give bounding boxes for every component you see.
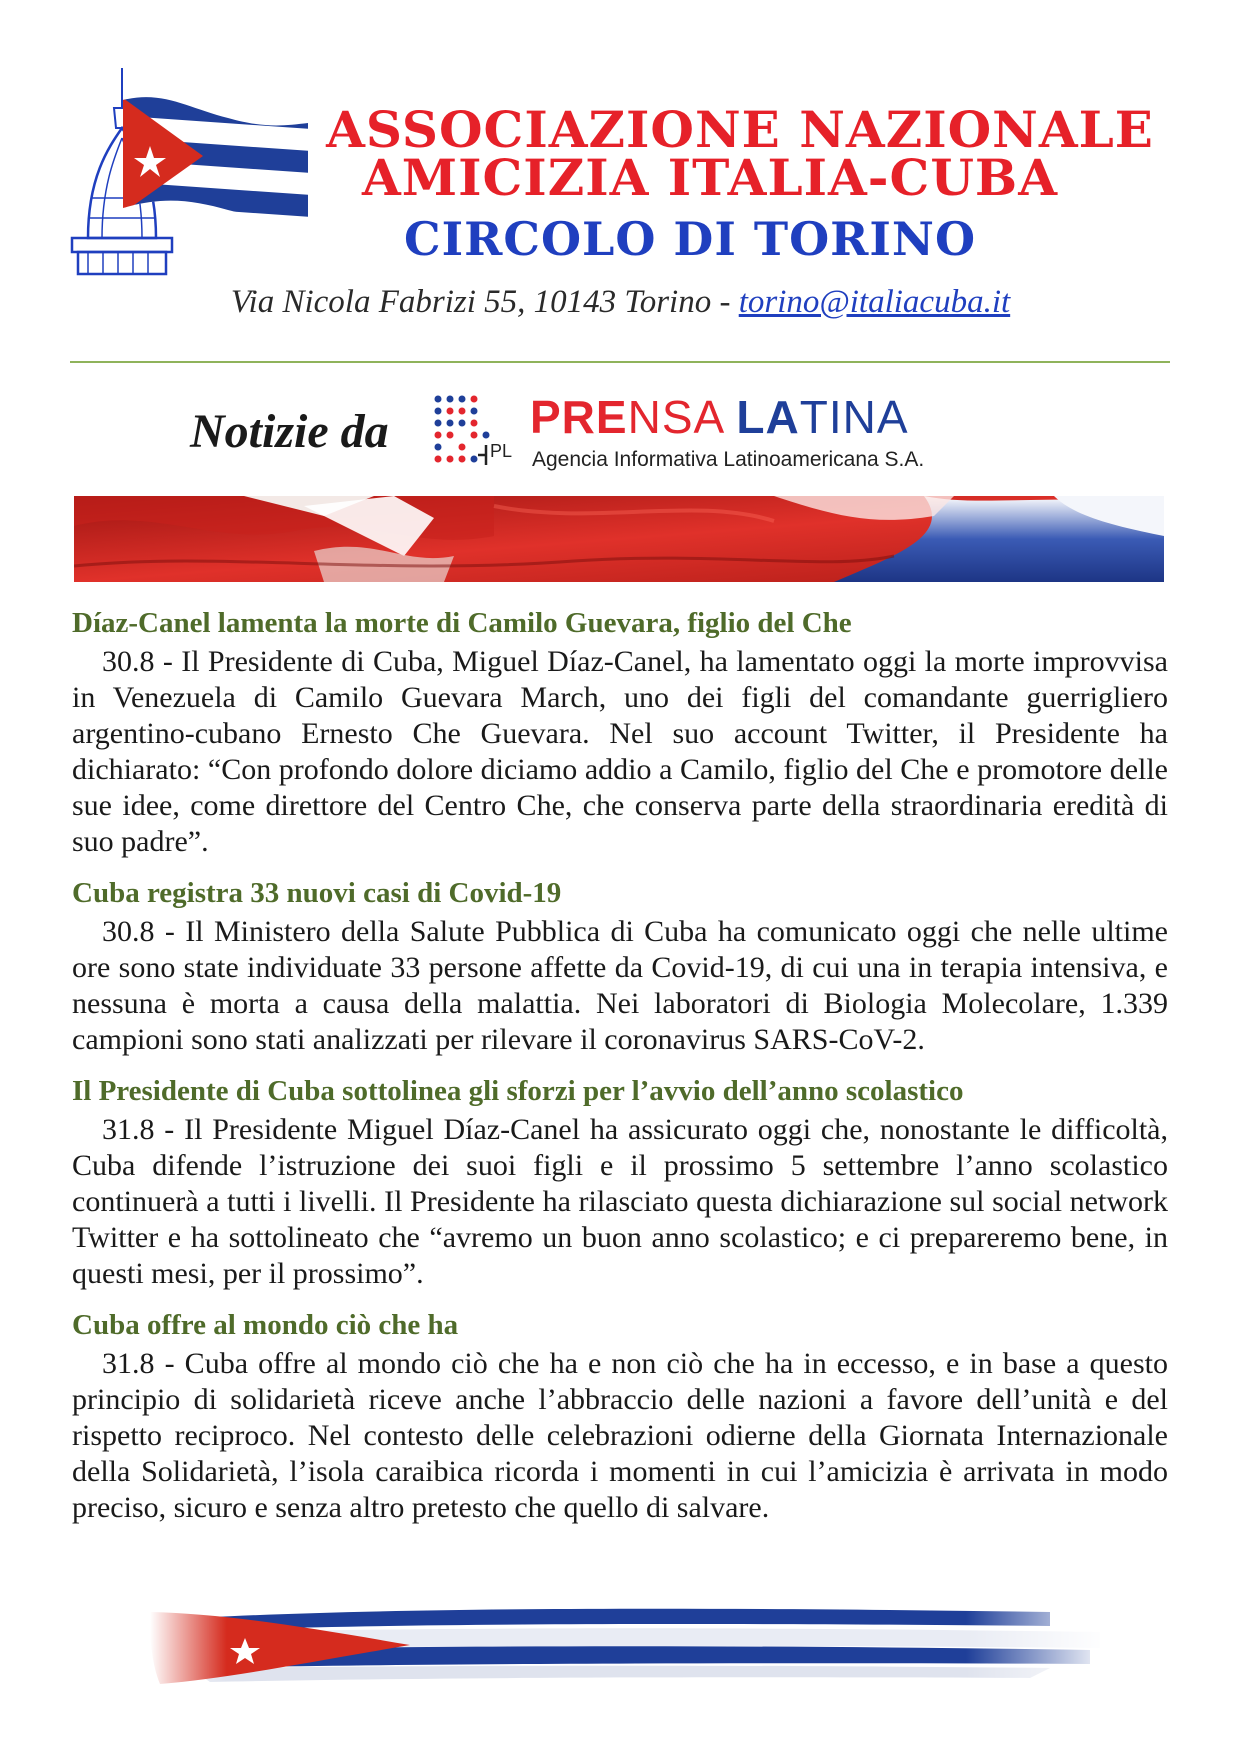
pl-name-part1: PRE	[530, 391, 628, 443]
article-headline: Cuba registra 33 nuovi casi di Covid-19	[72, 877, 562, 909]
article-headline: Il Presidente di Cuba sottolinea gli sforzi per l’avvio dell’anno scolastico	[72, 1075, 964, 1107]
article-body: 30.8 - Il Ministero della Salute Pubblica di Cuba ha comunicato oggi che nelle ultime ore sono state individuate 33 persone affette da Covid-19, di cui una in terapia intensiva, e nessuna è morta a causa della malattia. Nei laboratori di Biologia Molecolare, 1.339 campioni sono stati analizzati per rilevare il coronavirus SARS-CoV-2.	[72, 915, 1168, 1056]
news-article	[72, 874, 1168, 1058]
street-address: Via Nicola Fabrizi 55, 10143 Torino	[230, 284, 712, 320]
org-name-line1: ASSOCIAZIONE NAZIONALE	[326, 100, 1154, 159]
article-body: 31.8 - Il Presidente Miguel Díaz-Canel ha assicurato oggi che, nonostante le difficoltà, Cuba difende l’istruzione dei suoi figli e il prossimo 5 settembre l’anno scolastico continuerà a tutti i livelli. Il Presidente ha rilasciato questa dichiarazione sul social network Twitter e ha sottolineato che “avremo un buon anno scolastico; e ci prepareremo bene, in questi mesi, per il prossimo”.	[72, 1113, 1168, 1290]
article-body: 31.8 - Cuba offre al mondo ciò che ha e non ciò che ha in eccesso, e in base a questo principio di solidarietà riceve anche l’abbraccio delle nazioni a favore dell’unità e del rispetto reciproco. Nel contesto delle celebrazioni odierne della Giornata Internazionale della Solidarietà, l’isola caraibica ricorda i momenti in cui l’amicizia è arrivata in modo preciso, sicuro e senza altro pretesto che quello di salvare.	[72, 1347, 1168, 1524]
email-link[interactable]: torino@italiacuba.it	[738, 284, 1011, 320]
prensa-latina-logo-mark	[428, 393, 528, 477]
article-headline: Cuba offre al mondo ciò che ha	[72, 1309, 459, 1341]
news-article	[72, 604, 1168, 860]
news-article	[72, 1072, 1168, 1292]
pl-name-part3: LA	[736, 391, 800, 443]
pl-name-part2: NSA	[627, 391, 737, 443]
footer-flag-brushstroke	[150, 1600, 1110, 1690]
pl-name-part4: TINA	[799, 391, 909, 443]
address-separator: -	[711, 284, 739, 320]
notizie-label: Notizie da	[190, 405, 389, 458]
article-body: 30.8 - Il Presidente di Cuba, Miguel Díaz-Canel, ha lamentato oggi la morte improvvisa in Venezuela di Camilo Guevara March, uno dei figli del comandante guerrigliero argentino-cubano Ernesto Che Guevara. Nel suo account Twitter, il Presidente ha dichiarato: “Con profondo dolore diciamo addio a Camilo, figlio del Che e promotore delle sue idee, come direttore del Centro Che, che conserva parte della straordinaria eredità di suo padre”.	[72, 645, 1168, 858]
cuban-flag-banner	[74, 496, 1164, 582]
address-line	[0, 284, 1241, 321]
pl-mark-text: PL	[490, 441, 513, 461]
news-content	[72, 604, 1168, 1540]
org-name-line2: AMICIZIA ITALIA-CUBA	[361, 148, 1058, 207]
org-branch-name: CIRCOLO DI TORINO	[403, 212, 977, 266]
news-article	[72, 1306, 1168, 1526]
article-headline: Díaz-Canel lamenta la morte di Camilo Guevara, figlio del Che	[72, 607, 852, 639]
prensa-latina-name	[530, 390, 909, 444]
header-divider	[70, 361, 1170, 363]
prensa-latina-tagline: Agencia Informativa Latinoamericana S.A.	[532, 448, 925, 471]
